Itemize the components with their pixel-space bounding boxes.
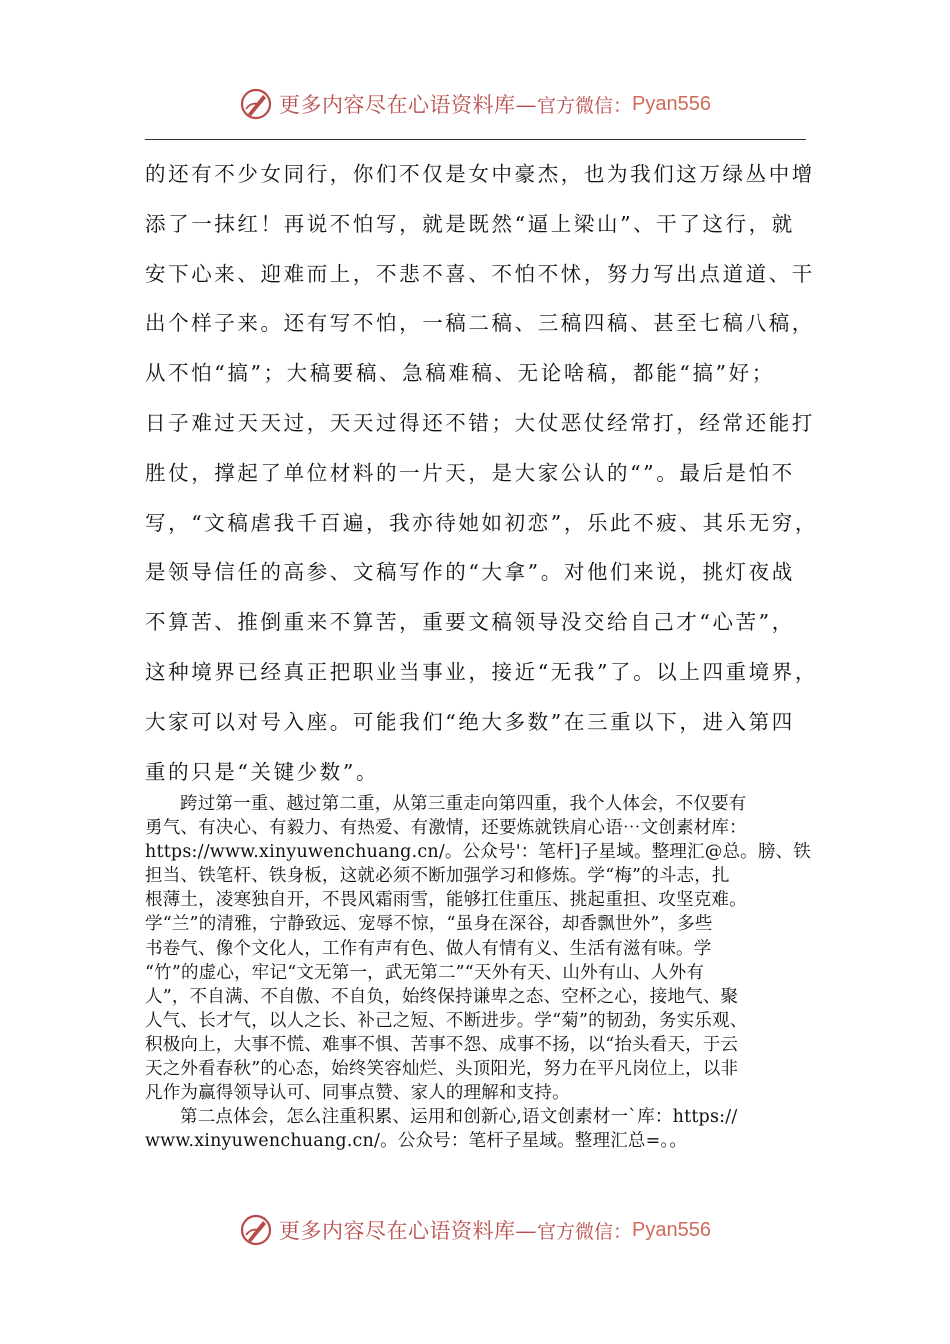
text-line: 添了一抹红！再说不怕写，就是既然“逼上梁山”、干了这行，就: [145, 211, 795, 236]
text-line: 从不怕“搞”；大稿要稿、急稿难稿、无论啥稿，都能“搞”好；: [145, 361, 775, 386]
text-line: 书卷气、像个文化人，工作有声有色、做人有情有义、生活有滋有味。学: [145, 938, 712, 959]
text-line: 的还有不少女同行，你们不仅是女中豪杰，也为我们这万绿丛中增: [145, 162, 815, 186]
text-line: 重的只是“关键少数”。: [145, 759, 380, 784]
banner-wechat-label: 官方微信：: [537, 1220, 633, 1243]
text-line: www.xinyuwenchuang.cn/。公众号：笔杆子星域。整理汇总=。。: [145, 1131, 688, 1152]
text-line: 不算苦、推倒重来不算苦，重要文稿领导没交给自己才“心苦”，: [145, 610, 795, 635]
footer-banner: [0, 1210, 950, 1250]
spaced-paragraph: [145, 150, 818, 797]
banner-wechat-id: Pyan556: [632, 92, 711, 115]
text-line: 勇气、有决心、有毅力、有热爱、有激情，还要炼就铁肩心语⋯文创素材库：: [145, 818, 747, 839]
text-line: 人”，不自满、不自傲、不自负，始终保持谦卑之态、空杯之心，接地气、聚: [145, 986, 739, 1007]
text-line: 学“兰”的清雅，宁静致远、宠辱不惊，“虽身在深谷，却香飘世外”，多些: [145, 914, 713, 935]
text-line: 第二点体会，怎么注重积累、运用和创新心,语文创素材一`库：https://: [180, 1107, 738, 1128]
text-line: 天之外看春秋”的心态，始终笑容灿烂、头顶阳光，努力在平凡岗位上，以非: [145, 1059, 739, 1080]
header-banner: [0, 84, 950, 124]
text-line: 积极向上，大事不慌、难事不惧、苦事不怨、成事不扬，以“抬头看天，于云: [145, 1034, 739, 1055]
text-line: 出个样子来。还有写不怕，一稿二稿、三稿四稿、甚至七稿八稿，: [145, 311, 815, 336]
pen-logo-icon: [239, 1213, 273, 1247]
text-line: 大家可以对号入座。可能我们“绝大多数”在三重以下，进入第四: [145, 709, 795, 734]
text-line: 人气、长才气，以人之长、补己之短、不断进步。学“菊”的韧劲，务实乐观、: [145, 1010, 748, 1031]
text-line: 凡作为赢得领导认可、同事点赞、家人的理解和支持。: [145, 1083, 570, 1104]
text-line: 是领导信任的高参、文稿写作的“大拿”。对他们来说，挑灯夜战: [145, 560, 795, 585]
banner-wechat-label: 官方微信：: [537, 94, 633, 117]
text-line: 胜仗，撑起了单位材料的一片天，是大家公认的“”。最后是怕不: [145, 460, 795, 485]
text-line: 跨过第一重、越过第二重，从第三重走向第四重，我个人体会，不仅要有: [180, 794, 747, 814]
pen-logo-icon: [239, 87, 273, 121]
banner-wechat-id: Pyan556: [632, 1218, 711, 1241]
text-line: 担当、铁笔杆、铁身板，这就必须不断加强学习和修炼。学“梅”的斗志，扎: [145, 866, 730, 887]
header-divider: [145, 139, 806, 140]
text-line: “竹”的虚心，牢记“文无第一，武无第二”“天外有天、山外有山、人外有: [145, 962, 705, 983]
text-line: 写，“文稿虐我千百遍，我亦待她如初恋”，乐此不疲、其乐无穷，: [145, 510, 818, 535]
banner-text: 更多内容尽在心语资料库—: [279, 1219, 537, 1243]
banner-text: 更多内容尽在心语资料库—: [279, 93, 537, 117]
text-line: https://www.xinyuwenchuang.cn/。公众号'：笔杆]子星域。整理汇@总。膀、铁: [145, 842, 811, 863]
text-line: 这种境界已经真正把职业当事业，接近“无我”了。以上四重境界，: [145, 659, 818, 684]
text-line: 根薄土，凌寒独自开，不畏风霜雨雪，能够扛住重压、挑起重担、攻坚克难。: [145, 890, 747, 911]
text-line: 安下心来、迎难而上，不悲不喜、不怕不怵，努力写出点道道、干: [145, 261, 815, 286]
dense-paragraphs: [145, 792, 811, 1153]
text-line: 日子难过天天过，天天过得还不错；大仗恶仗经常打，经常还能打: [145, 410, 815, 435]
